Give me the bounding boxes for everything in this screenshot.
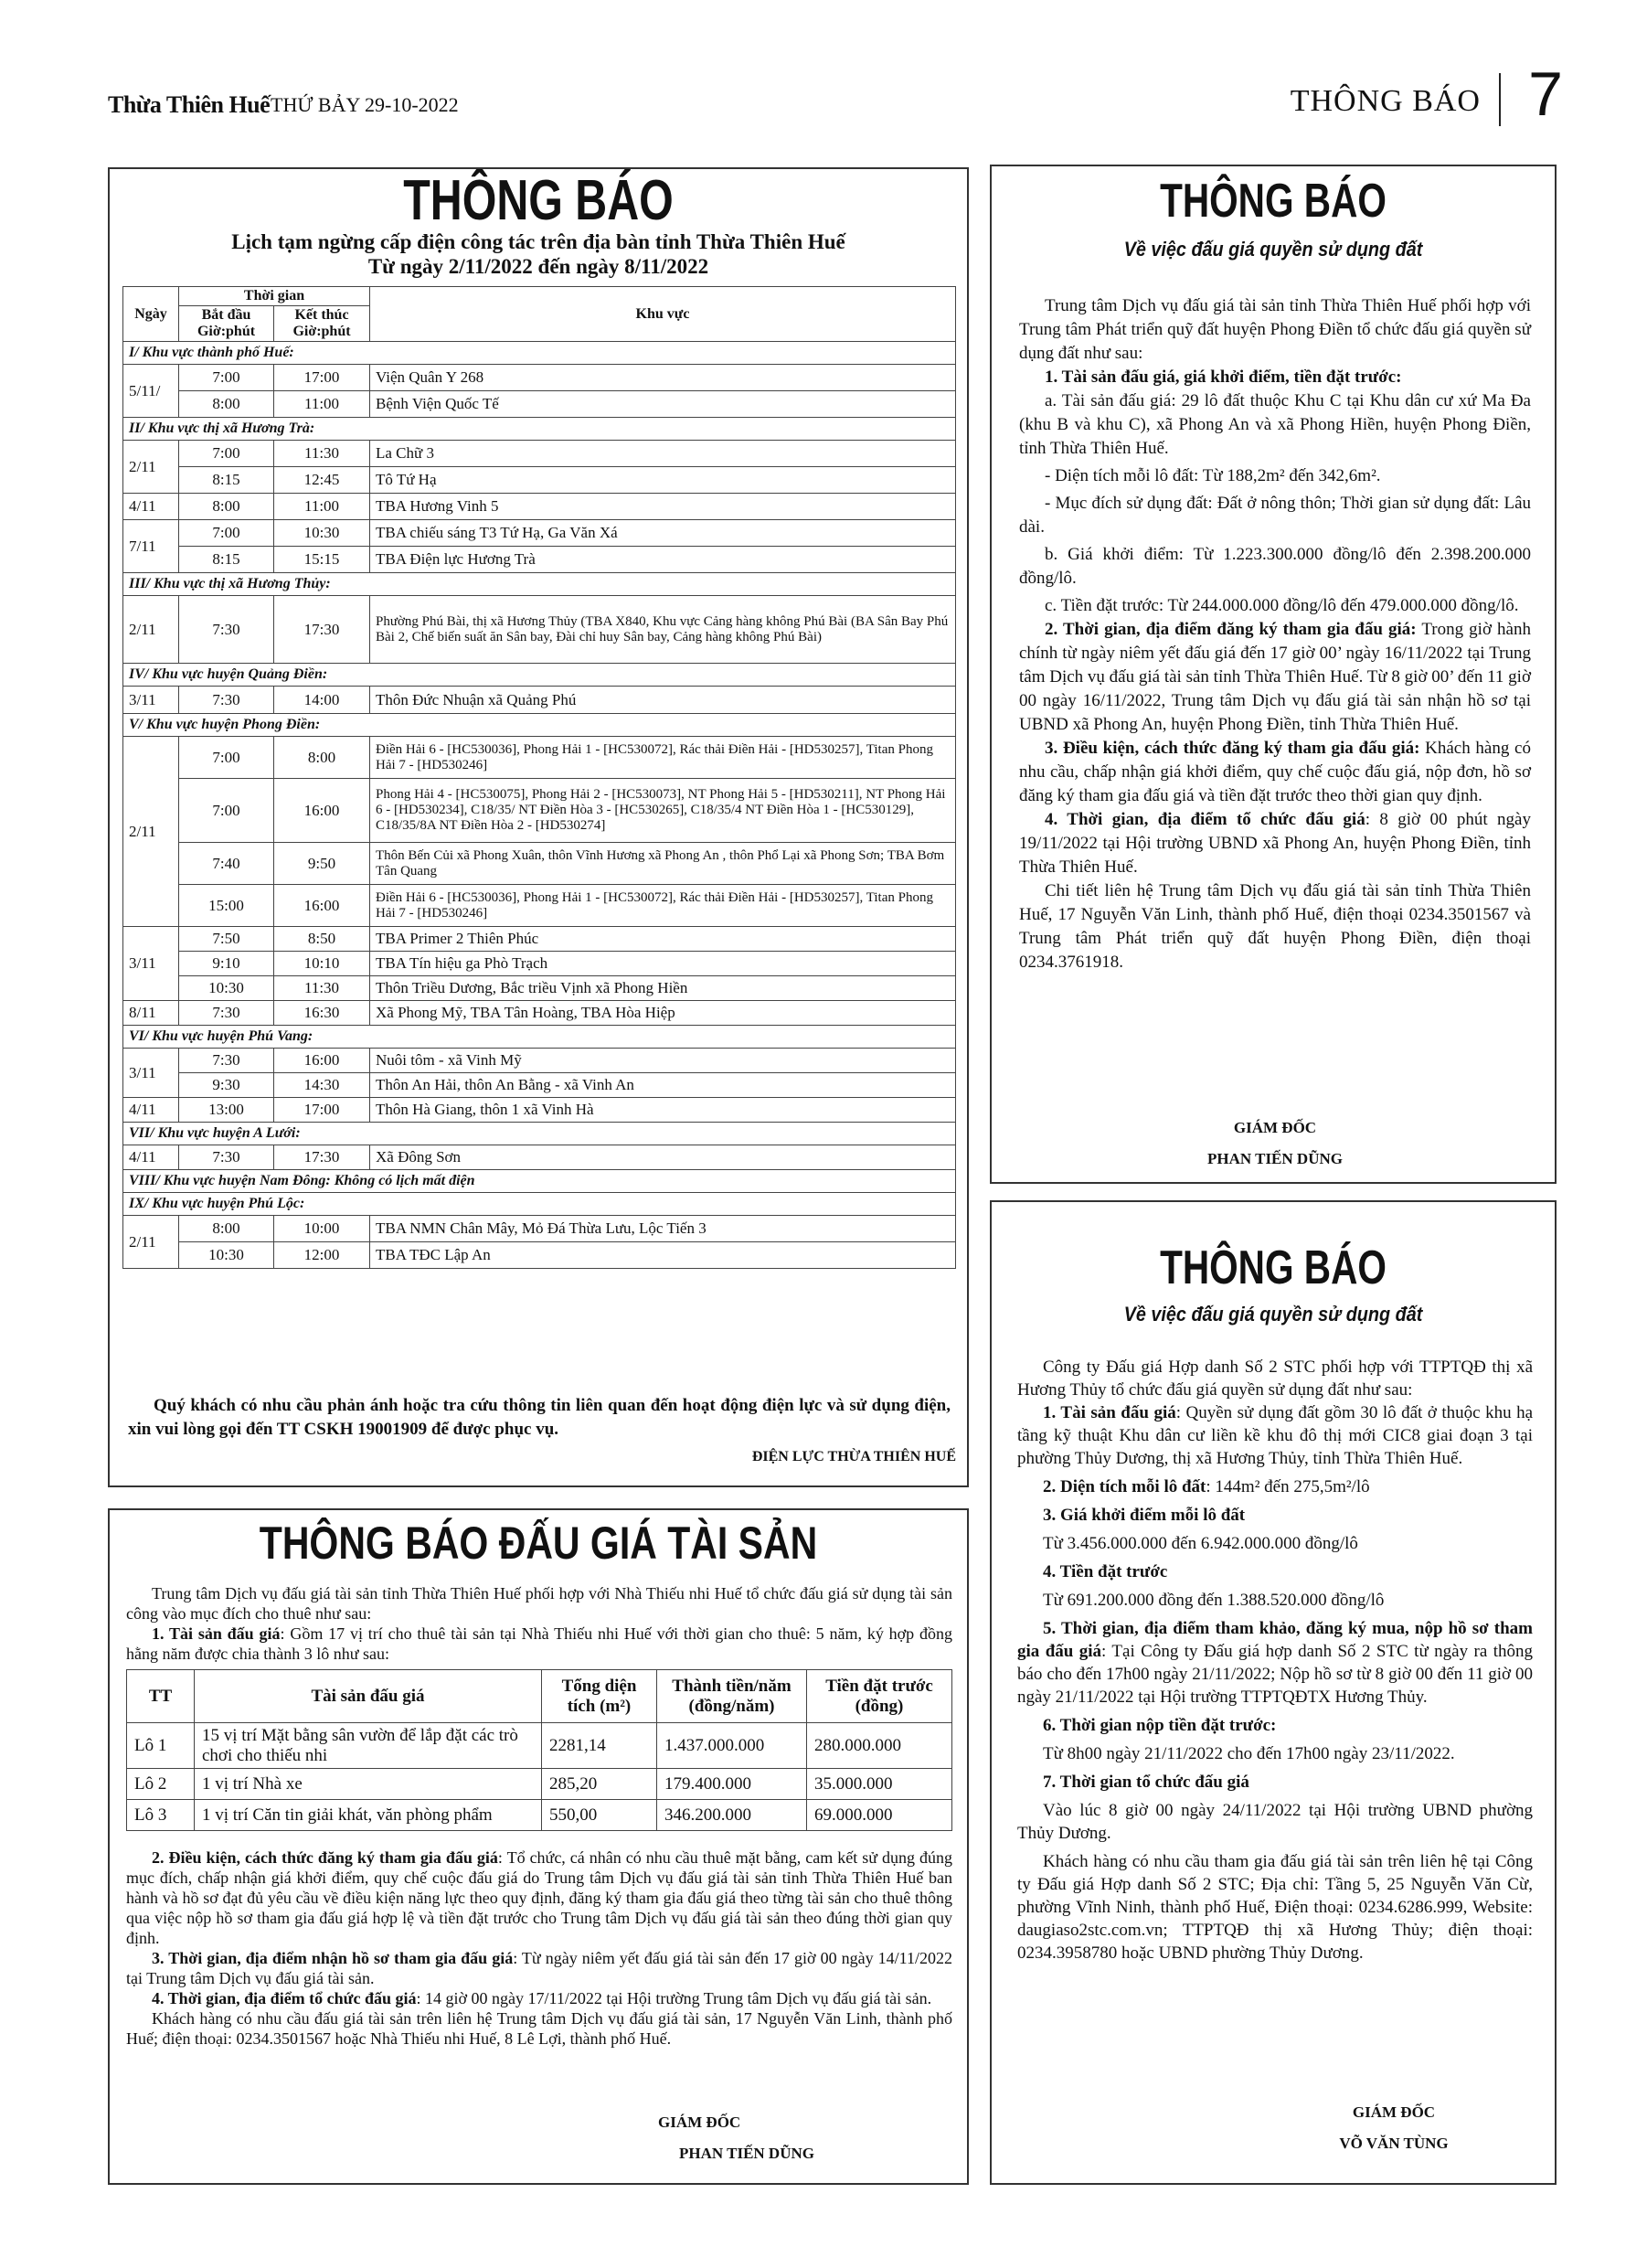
col-tt: TT — [127, 1670, 195, 1723]
issuer-signature: ĐIỆN LỰC THỪA THIÊN HUẾ — [751, 1449, 956, 1464]
area-cell: TBA NMN Chân Mây, Mỏ Đá Thừa Lưu, Lộc Tiến 3 — [370, 1216, 956, 1242]
area-cell: Thôn Bến Củi xã Phong Xuân, thôn Vĩnh Hương xã Phong An , thôn Phổ Lại xã Phong Sơn; TBA Bơm Tân Quang — [370, 843, 956, 885]
item-2: 2. Thời gian, địa điểm đăng ký tham gia đấu giá: Trong giờ hành chính từ ngày niêm yết đấu giá đến 17 giờ 00’ ngày 16/11/2022 tại Trung tâm Dịch vụ đấu giá tài sản tỉnh Thừa Thiên Huế. Từ 8 giờ 00’ đến 11 giờ 00 ngày 16/11/2022, Trung tâm Dịch vụ đấu giá tài sản nhận hồ sơ tại UBND xã Phong An, huyện Phong Điền, tỉnh Thừa Thiên Huế. — [1019, 620, 1531, 734]
item-4: 4. Thời gian, địa điểm tổ chức đấu giá: 8 giờ 00 phút ngày 19/11/2022 tại Hội trường UBND xã Phong An, huyện Phong Điền, tỉnh Thừa Thiên Huế. — [1019, 810, 1531, 877]
lot-deposit: 280.000.000 — [807, 1723, 952, 1769]
end-time: 16:00 — [274, 1049, 370, 1073]
area-cell: Phong Hải 4 - [HC530075], Phong Hải 2 - [HC530073], NT Phong Hải 5 - [HD530211], NT Phong Hải 6 - [HD530234], C18/35/ NT Điền Hòa 3 - [HC530265], C18/35/4 NT Điền Hòa 1 - [HC530129], C18/35/8A NT Điền Hòa 2 - [HD530274] — [370, 779, 956, 843]
item-1a: a. Tài sản đấu giá: 29 lô đất thuộc Khu C tại Khu dân cư xứ Ma Đa (khu B và khu C), xã Phong An và xã Phong Hiền, huyện Phong Điền, tỉnh Thừa Thiên Huế. — [1019, 391, 1531, 458]
day-cell: 3/11 — [123, 1049, 179, 1098]
day-cell: 2/11 — [123, 441, 179, 494]
day-cell: 2/11 — [123, 596, 179, 664]
section-row: III/ Khu vực thị xã Hương Thủy: — [123, 573, 956, 596]
end-time: 17:00 — [274, 1098, 370, 1123]
start-time: 7:00 — [179, 441, 274, 467]
auction-item-1: 1. Tài sản đấu giá: Gồm 17 vị trí cho thuê tài sản tại Nhà Thiếu nhi Huế với thời gian cho thuê: 5 năm, ký hợp đồng hằng năm được chia thành 3 lô như sau: — [126, 1624, 952, 1663]
item-3-label: 3. Giá khởi điểm mỗi lô đất — [1043, 1506, 1246, 1525]
end-time: 15:15 — [274, 547, 370, 573]
lot-row — [127, 1800, 952, 1831]
lots-table — [126, 1669, 952, 1831]
start-time: 7:30 — [179, 596, 274, 664]
section-row: VIII/ Khu vực huyện Nam Đông: Không có lịch mất điện — [123, 1170, 956, 1193]
day-cell: 8/11 — [123, 1001, 179, 1026]
intro: Công ty Đấu giá Hợp danh Số 2 STC phối hợp với TTPTQĐ thị xã Hương Thủy tổ chức đấu giá quyền sử dụng đất như sau: — [1017, 1358, 1533, 1400]
start-time: 8:15 — [179, 467, 274, 494]
day-cell: 2/11 — [123, 1216, 179, 1269]
start-time: 8:00 — [179, 1216, 274, 1242]
auction-item-4: 4. Thời gian, địa điểm tổ chức đấu giá: 14 giờ 00 ngày 17/11/2022 tại Hội trường Trung tâm Dịch vụ đấu giá tài sản. — [152, 1989, 932, 2007]
page-header — [108, 59, 1563, 129]
lot-row — [127, 1723, 952, 1769]
auction-item-3: 3. Thời gian, địa điểm nhận hồ sơ tham gia đấu giá: Từ ngày niêm yết đấu giá tài sản đến 17 giờ 00 ngày 14/11/2022 tại Trung tâm Dịch vụ đấu giá tài sản. — [126, 1949, 953, 1987]
area-cell: Bệnh Viện Quốc Tế — [370, 391, 956, 418]
auction-contact: Khách hàng có nhu cầu đấu giá tài sản trên liên hệ Trung tâm Dịch vụ đấu giá tài sản, 17 Nguyễn Văn Linh, thành phố Huế; điện thoại: 0234.3501567 hoặc Nhà Thiếu nhi Huế, 8 Lê Lợi, thành phố Huế. — [126, 2009, 952, 2048]
outage-table — [122, 286, 956, 1269]
start-time: 7:00 — [179, 520, 274, 547]
lot-area: 550,00 — [542, 1800, 657, 1831]
area-cell: Thôn An Hải, thôn An Bằng - xã Vinh An — [370, 1073, 956, 1098]
end-time: 14:30 — [274, 1073, 370, 1098]
notice-date-range: Từ ngày 2/11/2022 đến ngày 8/11/2022 — [367, 255, 709, 278]
start-time: 8:00 — [179, 391, 274, 418]
item-1-area: - Diện tích mỗi lô đất: Từ 188,2m² đến 342,6m². — [1045, 466, 1381, 485]
item-3: 3. Điều kiện, cách thức đăng ký tham gia đấu giá: Khách hàng có nhu cầu, chấp nhận giá khởi điểm, quy chế cuộc đấu giá, nộp đơn, hồ sơ đăng ký tham gia đấu giá và tiền đặt trước theo thời gian quy định. — [1019, 739, 1531, 805]
contact: Khách hàng có nhu cầu tham gia đấu giá tài sản trên liên hệ tại Công ty Đấu giá Hợp danh Số 2 STC; Địa chỉ: Tầng 5, 25 Nguyễn Văn Cừ, phường Vĩnh Ninh, thành phố Huế, Điện thoại: 0234.6286.999, Website: daugiaso2stc.com.vn; TTPTQĐ thị xã Hương Thủy; điện thoại: 0234.3958780 hoặc UBND phường Thủy Dương. — [1017, 1852, 1533, 1963]
item-6-value: Từ 8h00 ngày 21/11/2022 cho đến 17h00 ngày 23/11/2022. — [1043, 1744, 1455, 1763]
header-divider — [1499, 73, 1501, 126]
area-cell: Thôn Đức Nhuận xã Quảng Phú — [370, 687, 956, 714]
notice-title: THÔNG BÁO — [1160, 1241, 1387, 1294]
start-time: 9:30 — [179, 1073, 274, 1098]
start-time: 13:00 — [179, 1098, 274, 1123]
start-time: 10:30 — [179, 1242, 274, 1269]
end-time: 14:00 — [274, 687, 370, 714]
item-6-label: 6. Thời gian nộp tiền đặt trước: — [1043, 1716, 1277, 1735]
area-cell: Xã Phong Mỹ, TBA Tân Hoàng, TBA Hòa Hiệp — [370, 1001, 956, 1026]
area-cell: La Chữ 3 — [370, 441, 956, 467]
auction-intro: Trung tâm Dịch vụ đấu giá tài sản tỉnh Thừa Thiên Huế phối hợp với Nhà Thiếu nhi Huế tổ chức đấu giá sử dụng tài sản công vào mục đích cho thuê như sau: — [126, 1584, 952, 1623]
day-cell: 4/11 — [123, 1145, 179, 1170]
start-time: 7:00 — [179, 365, 274, 391]
lot-asset: 1 vị trí Căn tin giải khát, văn phòng phẩm — [195, 1800, 542, 1831]
lot-area: 2281,14 — [542, 1723, 657, 1769]
area-cell: Xã Đông Sơn — [370, 1145, 956, 1170]
start-time: 7:50 — [179, 927, 274, 952]
section-row: V/ Khu vực huyện Phong Điền: — [123, 714, 956, 737]
end-time: 12:00 — [274, 1242, 370, 1269]
area-cell: Viện Quân Y 268 — [370, 365, 956, 391]
table-header — [123, 287, 956, 306]
end-time: 11:30 — [274, 976, 370, 1001]
item-1-purpose: - Mục đích sử dụng đất: Đất ở nông thôn; Thời gian sử dụng đất: Lâu dài. — [1019, 494, 1531, 537]
lot-amount: 179.400.000 — [657, 1769, 807, 1800]
notice-subtitle: Về việc đấu giá quyền sử dụng đất — [1123, 238, 1423, 261]
land-auction-notice-2 — [990, 1200, 1557, 2185]
signer-role: GIÁM ĐỐC — [1352, 2103, 1436, 2121]
day-cell: 3/11 — [123, 687, 179, 714]
end-time: 12:45 — [274, 467, 370, 494]
area-cell: Phường Phú Bài, thị xã Hương Thủy (TBA X840, Khu vực Cảng hàng không Phú Bài (BA Sân Bay Phú Bài 2, Chế biến suất ăn Sân bay, Đài chỉ huy Sân bay, Cảng hàng không Phú Bài) — [370, 596, 956, 664]
signer-name: PHAN TIẾN DŨNG — [679, 2145, 814, 2162]
end-time: 10:10 — [274, 952, 370, 976]
area-cell: Thôn Hà Giang, thôn 1 xã Vinh Hà — [370, 1098, 956, 1123]
start-time: 7:00 — [179, 779, 274, 843]
section-row: II/ Khu vực thị xã Hương Trà: — [123, 418, 956, 441]
lot-row — [127, 1769, 952, 1800]
start-time: 10:30 — [179, 976, 274, 1001]
section-row: I/ Khu vực thành phố Huế: — [123, 342, 956, 365]
col-area: Tổng diện tích (m²) — [542, 1670, 657, 1723]
end-time: 11:00 — [274, 391, 370, 418]
item-7-label: 7. Thời gian tổ chức đấu giá — [1043, 1773, 1249, 1792]
signer-role: GIÁM ĐỐC — [658, 2114, 741, 2131]
start-time: 7:30 — [179, 1001, 274, 1026]
end-time: 8:50 — [274, 927, 370, 952]
start-time: 8:00 — [179, 494, 274, 520]
item-1b: b. Giá khởi điểm: Từ 1.223.300.000 đồng/lô đến 2.398.200.000 đồng/lô. — [1019, 545, 1531, 588]
notice-subtitle: Về việc đấu giá quyền sử dụng đất — [1123, 1303, 1423, 1326]
power-outage-notice — [108, 167, 969, 1487]
lot-id: Lô 3 — [127, 1800, 195, 1831]
col-amount: Thành tiền/năm (đồng/năm) — [657, 1670, 807, 1723]
area-cell: Nuôi tôm - xã Vinh Mỹ — [370, 1049, 956, 1073]
end-time: 11:00 — [274, 494, 370, 520]
lot-amount: 1.437.000.000 — [657, 1723, 807, 1769]
day-cell: 4/11 — [123, 1098, 179, 1123]
section-title: THÔNG BÁO — [1290, 84, 1481, 118]
area-cell: Điền Hải 6 - [HC530036], Phong Hải 1 - [HC530072], Rác thải Điền Hải - [HD530257], Titan Phong Hải 7 - [HD530246] — [370, 737, 956, 779]
section-row: VI/ Khu vực huyện Phú Vang: — [123, 1026, 956, 1049]
end-time: 11:30 — [274, 441, 370, 467]
col-start: Bắt đầu Giờ:phút — [179, 306, 274, 342]
end-time: 17:30 — [274, 1145, 370, 1170]
lot-id: Lô 2 — [127, 1769, 195, 1800]
end-time: 16:30 — [274, 1001, 370, 1026]
col-time: Thời gian — [179, 287, 370, 306]
notice-title: THÔNG BÁO — [1160, 175, 1387, 228]
intro: Trung tâm Dịch vụ đấu giá tài sản tỉnh Thừa Thiên Huế phối hợp với Trung tâm Phát triển quỹ đất huyện Phong Điền tổ chức đấu giá quyền sử dụng đất như sau: — [1019, 296, 1531, 363]
start-time: 9:10 — [179, 952, 274, 976]
newspaper-brand: Thừa Thiên Huế — [108, 91, 271, 118]
signer-name: PHAN TIẾN DŨNG — [1207, 1150, 1343, 1167]
land-auction-notice-1 — [990, 165, 1557, 1184]
col-deposit: Tiền đặt trước (đồng) — [807, 1670, 952, 1723]
lot-area: 285,20 — [542, 1769, 657, 1800]
day-cell: 3/11 — [123, 927, 179, 1001]
end-time: 16:00 — [274, 885, 370, 927]
lot-id: Lô 1 — [127, 1723, 195, 1769]
area-cell: Điền Hải 6 - [HC530036], Phong Hải 1 - [HC530072], Rác thải Điền Hải - [HD530257], Titan Phong Hải 7 - [HD530246] — [370, 885, 956, 927]
item-1: 1. Tài sản đấu giá: Quyền sử dụng đất gồm 30 lô đất ở thuộc khu hạ tầng kỹ thuật Khu dân cư liền kề khu đô thị mới CIC8 giai đoạn 3 tại phường Thủy Dương, thị xã Hương Thủy, tỉnh Thừa Thiên Huế. — [1017, 1403, 1533, 1468]
lot-deposit: 35.000.000 — [807, 1769, 952, 1800]
area-cell: TBA Điện lực Hương Trà — [370, 547, 956, 573]
lot-deposit: 69.000.000 — [807, 1800, 952, 1831]
end-time: 10:30 — [274, 520, 370, 547]
end-time: 17:00 — [274, 365, 370, 391]
end-time: 9:50 — [274, 843, 370, 885]
end-time: 16:00 — [274, 779, 370, 843]
area-cell: Tô Tứ Hạ — [370, 467, 956, 494]
page-number: 7 — [1528, 59, 1563, 129]
end-time: 17:30 — [274, 596, 370, 664]
notice-subtitle: Lịch tạm ngừng cấp điện công tác trên địa bàn tỉnh Thừa Thiên Huế — [231, 230, 845, 253]
start-time: 7:30 — [179, 1145, 274, 1170]
item-2: 2. Diện tích mỗi lô đất: 144m² đến 275,5m²/lô — [1043, 1477, 1370, 1496]
auction-item-2: 2. Điều kiện, cách thức đăng ký tham gia đấu giá: Tổ chức, cá nhân có nhu cầu thuê mặt bằng, cam kết sử dụng đúng mục đích, chấp nhận giá khởi điểm, quy chế cuộc đấu giá do Trung tâm Dịch vụ đấu giá tài sản tỉnh Thừa Thiên Huế ban hành và hồ sơ đạt đủ yêu cầu về điều kiện năng lực theo quy định, đăng ký tham gia đấu giá theo từng tài sản cho thuê thông qua việc nộp hồ sơ tham gia đấu giá hợp lệ và tiền đặt trước cho Trung tâm Dịch vụ đấu giá tài sản theo đúng thời gian quy định. — [126, 1848, 952, 1947]
start-time: 15:00 — [179, 885, 274, 927]
col-asset: Tài sản đấu giá — [195, 1670, 542, 1723]
auction-title: THÔNG BÁO ĐẤU GIÁ TÀI SẢN — [259, 1517, 818, 1569]
day-cell: 5/11/ — [123, 365, 179, 418]
item-4-label: 4. Tiền đặt trước — [1043, 1562, 1168, 1581]
notice-title: THÔNG BÁO — [403, 169, 674, 232]
item-1-heading: 1. Tài sản đấu giá, giá khởi điểm, tiền đặt trước: — [1045, 367, 1402, 387]
lot-amount: 346.200.000 — [657, 1800, 807, 1831]
day-cell: 4/11 — [123, 494, 179, 520]
col-end: Kết thúc Giờ:phút — [274, 306, 370, 342]
item-7-value: Vào lúc 8 giờ 00 ngày 24/11/2022 tại Hội trường UBND phường Thủy Dương. — [1017, 1801, 1533, 1843]
start-time: 7:30 — [179, 1049, 274, 1073]
contact: Chi tiết liên hệ Trung tâm Dịch vụ đấu giá tài sản tỉnh Thừa Thiên Huế, 17 Nguyễn Văn Linh, thành phố Huế, điện thoại 0234.3501567 và Trung tâm Phát triển quỹ đất huyện Phong Điền, điện thoại 0234.3761918. — [1019, 881, 1531, 972]
area-cell: TBA Hương Vinh 5 — [370, 494, 956, 520]
area-cell: TBA TĐC Lập An — [370, 1242, 956, 1269]
area-cell: TBA Tín hiệu ga Phò Trạch — [370, 952, 956, 976]
item-4-value: Từ 691.200.000 đồng đến 1.388.520.000 đồng/lô — [1043, 1591, 1385, 1610]
customer-service-note: Quý khách có nhu cầu phản ánh hoặc tra cứu thông tin liên quan đến hoạt động điện lực và sử dụng điện, xin vui lòng gọi đến TT CSKH 19001909 để được phục vụ. — [128, 1396, 951, 1439]
day-cell: 2/11 — [123, 737, 179, 927]
item-5: 5. Thời gian, địa điểm tham khảo, đăng ký mua, nộp hồ sơ tham gia đấu giá: Tại Công ty Đấu giá hợp danh Số 2 STC từ ngày ra thông báo cho đến 17h00 ngày 21/11/2022; Nộp hồ sơ từ 8 giờ 00 đến 11 giờ 00 ngày 21/11/2022 tại Hội trường TTPTQĐTX Hương Thủy. — [1017, 1619, 1533, 1707]
section-row: IX/ Khu vực huyện Phú Lộc: — [123, 1193, 956, 1216]
lot-asset: 15 vị trí Mặt bằng sân vườn để lắp đặt các trò chơi cho thiếu nhi — [195, 1723, 542, 1769]
start-time: 7:30 — [179, 687, 274, 714]
end-time: 8:00 — [274, 737, 370, 779]
section-row: IV/ Khu vực huyện Quảng Điền: — [123, 664, 956, 687]
signer-role: GIÁM ĐỐC — [1233, 1119, 1317, 1136]
start-time: 7:00 — [179, 737, 274, 779]
section-row: VII/ Khu vực huyện A Lưới: — [123, 1123, 956, 1145]
area-cell: TBA chiếu sáng T3 Tứ Hạ, Ga Văn Xá — [370, 520, 956, 547]
area-cell: TBA Primer 2 Thiên Phúc — [370, 927, 956, 952]
asset-auction-notice — [108, 1508, 969, 2185]
col-day: Ngày — [123, 287, 179, 342]
end-time: 10:00 — [274, 1216, 370, 1242]
item-1c: c. Tiền đặt trước: Từ 244.000.000 đồng/lô đến 479.000.000 đồng/lô. — [1045, 596, 1519, 615]
signer-name: VÕ VĂN TÙNG — [1339, 2135, 1449, 2152]
col-area: Khu vực — [370, 287, 956, 342]
item-3-value: Từ 3.456.000.000 đến 6.942.000.000 đồng/lô — [1043, 1534, 1358, 1553]
day-cell: 7/11 — [123, 520, 179, 573]
issue-date: THỨ BẢY 29-10-2022 — [271, 93, 459, 116]
lot-asset: 1 vị trí Nhà xe — [195, 1769, 542, 1800]
start-time: 8:15 — [179, 547, 274, 573]
area-cell: Thôn Triều Dương, Bắc triều Vịnh xã Phong Hiền — [370, 976, 956, 1001]
start-time: 7:40 — [179, 843, 274, 885]
